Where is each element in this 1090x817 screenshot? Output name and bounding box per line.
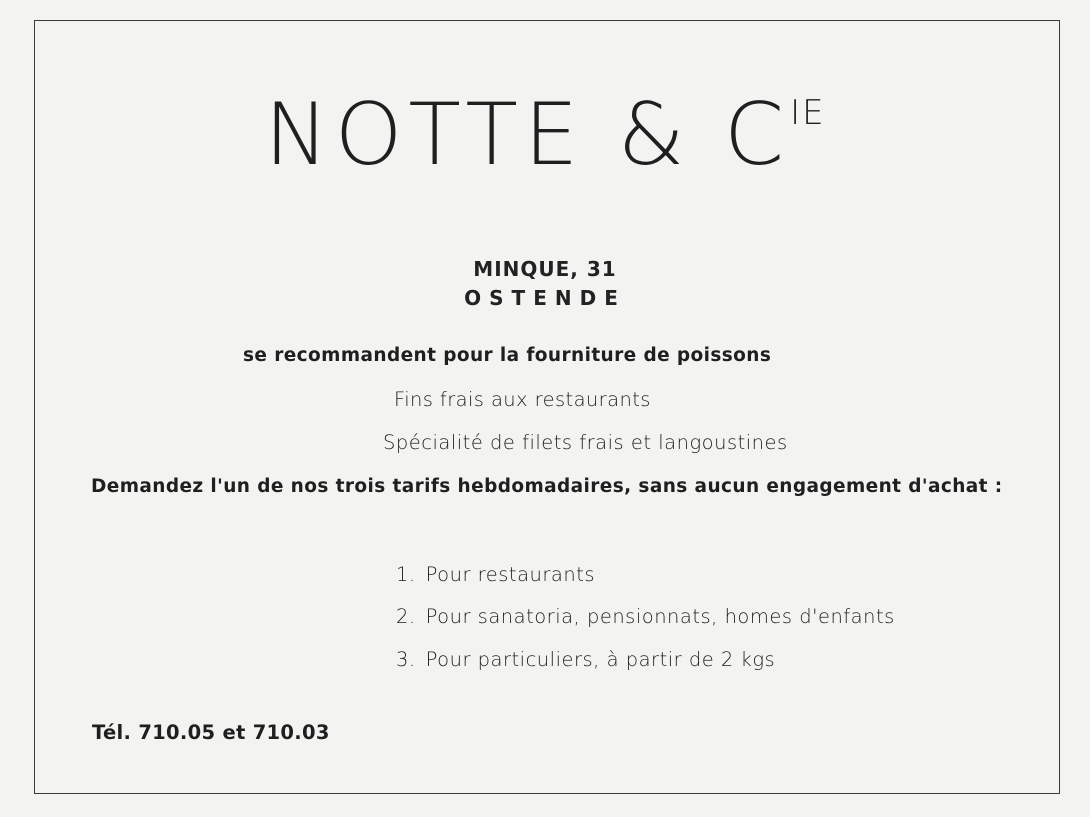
tariff-number: 1.: [396, 563, 416, 586]
tariff-label: Pour particuliers, à partir de 2 kgs: [425, 648, 776, 671]
address-city: OSTENDE: [464, 286, 626, 310]
company-name-superscript: IE: [790, 93, 826, 133]
phone-numbers: Tél. 710.05 et 710.03: [92, 721, 330, 744]
tariff-item: [396, 648, 775, 671]
tariff-number: 3.: [396, 648, 416, 671]
tariff-label: Pour sanatoria, pensionnats, homes d'enfants: [425, 605, 895, 628]
tariff-item: [396, 563, 595, 586]
recommendation-text: se recommandent pour la fourniture de poissons: [243, 345, 772, 366]
tariff-number: 2.: [396, 605, 416, 628]
address-street: MINQUE, 31: [473, 257, 617, 281]
offer-text: Demandez l'un de nos trois tarifs hebdomadaires, sans aucun engagement d'achat :: [91, 476, 1003, 497]
tariff-item: [396, 605, 895, 628]
company-name: [0, 85, 1090, 185]
tariff-label: Pour restaurants: [425, 563, 596, 586]
company-name-main: NOTTE & C: [264, 85, 791, 185]
service-line-specialty: Spécialité de filets frais et langoustines: [383, 431, 788, 454]
service-line-restaurants: Fins frais aux restaurants: [394, 388, 651, 411]
